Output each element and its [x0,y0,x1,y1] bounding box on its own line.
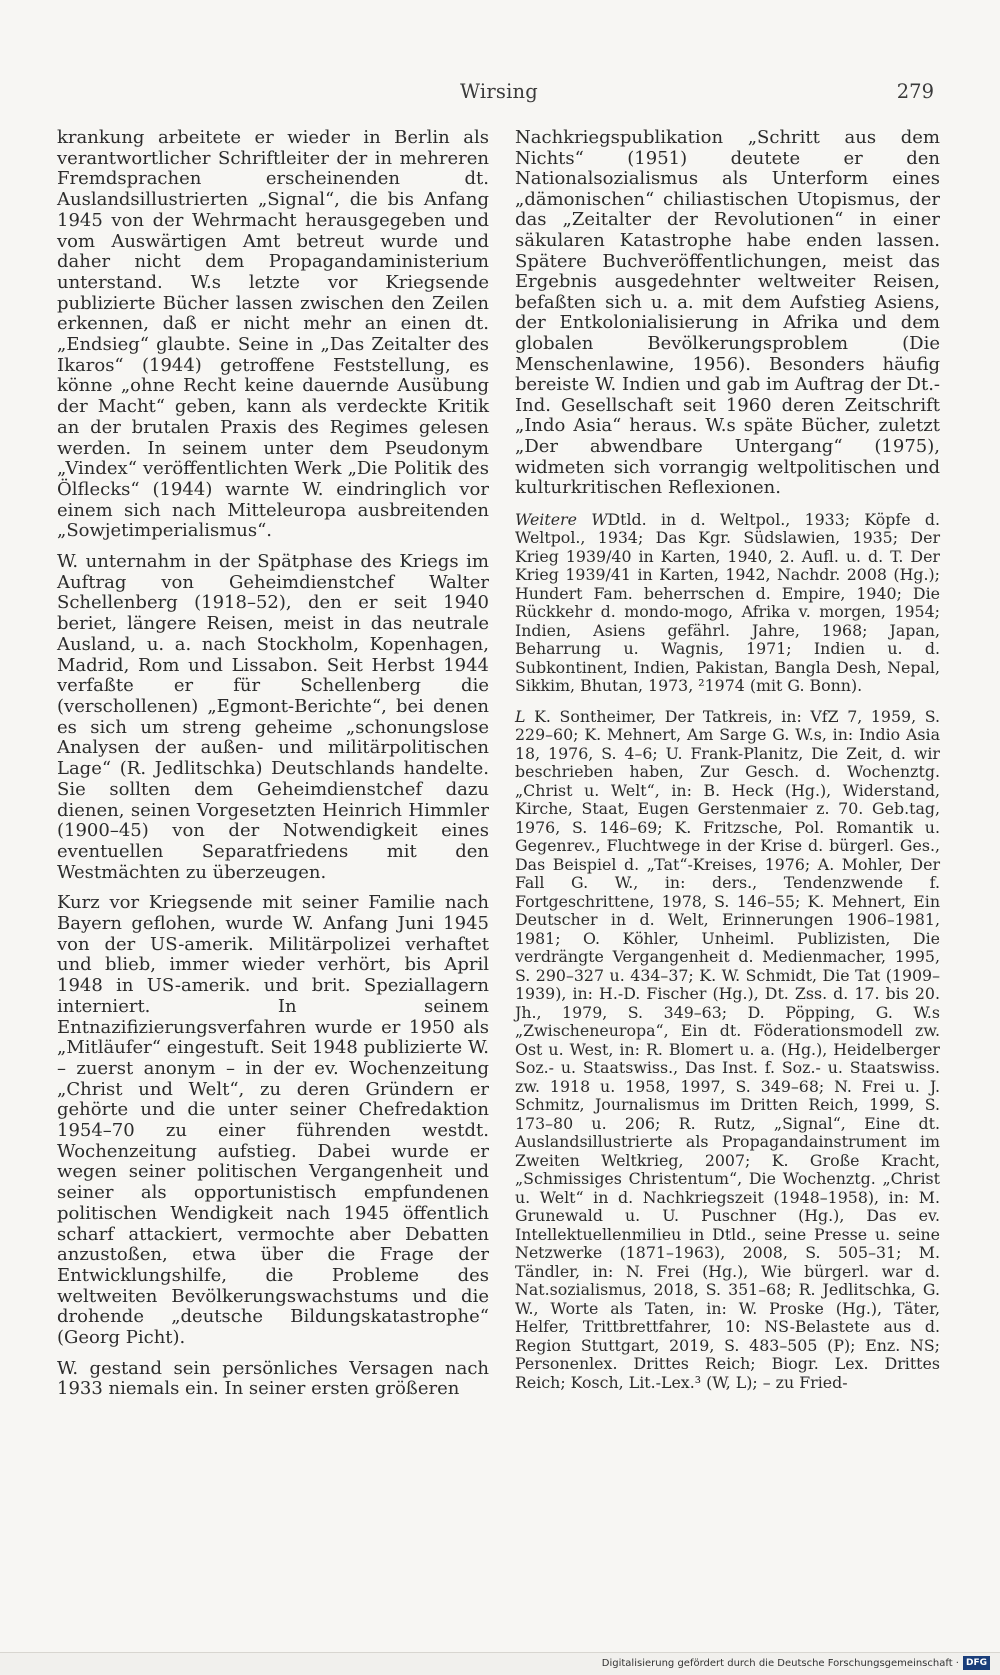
literature-list [515,708,940,1393]
right-column [515,128,940,1404]
literature-lead: L [515,706,526,726]
works-text: Dtld. in d. Weltpol., 1933; Köpfe d. Weltpol., 1934; Das Kgr. Südslawien, 1935; Der Krieg 1939/40 in Karten, 1940, 2. Aufl. u. d. T. Der Krieg 1939/41 in Karten, 1942, Nachdr. 2008 (Hg.); Hundert Fam. beherrschen d. Empire, 1940; Die Rückkehr d. mondo-mogo, Afrika v. morgen, 1954; Indien, Asiens gefährl. Jahre, 1968; Japan, Beharrung u. Wagnis, 1971; Indien u. d. Subkontinent, Indien, Pakistan, Bangla Desh, Nepal, Sikkim, Bhutan, 1973, ²1974 (mit G. Bonn). [515,509,940,696]
paragraph: W. unternahm in der Spätphase des Kriegs im Auftrag von Geheimdienstchef Walter Schellenberg (1918–52), den er seit 1940 beriet, längere Reisen, meist in das neutrale Ausland, u. a. nach Stockholm, Kopenhagen, Madrid, Rom und Lissabon. Seit Herbst 1944 verfaßte er für Schellenberg die (verschollenen) „Egmont-Berichte“, bei denen es sich um streng geheime „schonungslose Analysen der außen- und militärpolitischen Lage“ (R. Jedlitschka) Deutschlands handelte. Sie sollten dem Geheimdienstchef dazu dienen, seinen Vorgesetzten Heinrich Himmler (1900–45) von der Notwendigkeit eines eventuellen Separatfriedens mit den Westmächten zu überzeugen. [57,551,489,883]
digitization-footer [0,1652,1000,1675]
page-number: 279 [896,80,934,103]
paragraph: Kurz vor Kriegsende mit seiner Familie nach Bayern geflohen, wurde W. Anfang Juni 1945 von der US-amerik. Militärpolizei verhaftet und blieb, immer wieder verhört, bis April 1948 in US-amerik. und brit. Speziallagern interniert. In seinem Entnazifizierungsverfahren wurde er 1950 als „Mitläufer“ eingestuft. Seit 1948 publizierte W. – zuerst anonym – in der ev. Wochenzeitung „Christ und Welt“, zu deren Gründern er gehörte und die unter seiner Chefredaktion 1954–70 zu einer führenden westdt. Wochenzeitung aufstieg. Dabei wurde er wegen seiner politischen Vergangenheit und seiner als opportunistisch empfundenen politischen Wendigkeit nach 1945 öffentlich scharf attackiert, vermochte aber Debatten anzustoßen, etwa über die Frage der Entwicklungshilfe, die Probleme des weltweiten Bevölkerungswachstums und die drohende „deutsche Bildungskatastrophe“ (Georg Picht). [57,892,489,1349]
paragraph: krankung arbeitete er wieder in Berlin als verantwortlicher Schriftleiter der in mehreren Fremdsprachen erscheinenden dt. Auslandsillustrierten „Signal“, die bis Anfang 1945 von der Wehrmacht herausgegeben und vom Auswärtigen Amt betreut wurde und daher nicht dem Propagandaministerium unterstand. W.s letzte vor Kriegsende publizierte Bücher lassen zwischen den Zeilen erkennen, daß er nicht mehr an einen dt. „Endsieg“ glaubte. Seine in „Das Zeitalter des Ikaros“ (1944) getroffene Feststellung, es könne „ohne Recht keine dauernde Ausübung der Macht“ geben, kann als verdeckte Kritik an der brutalen Praxis des Regimes gelesen werden. In seinem unter dem Pseudonym „Vindex“ veröffentlichten Werk „Die Politik des Ölflecks“ (1944) warnte W. eindringlich vor einem sich nach Mitteleuropa ausbreitenden „Sowjetimperialismus“. [57,127,489,542]
left-column [57,128,489,1410]
works-lead: Weitere W [515,509,608,529]
paragraph: Nachkriegspublikation „Schritt aus dem Nichts“ (1951) deutete er den Nationalsozialismus als Unterform eines „dämonischen“ chiliastischen Utopismus, der das „Zeitalter der Revolutionen“ in einer säkularen Katastrophe habe enden lassen. Spätere Buchveröffentlichungen, meist das Ergebnis ausgedehnter weltweiter Reisen, befaßten sich u. a. mit dem Aufstieg Asiens, der Entkolonialisierung in Afrika und dem globalen Bevölkerungsproblem (Die Menschenlawine, 1956). Besonders häufig bereiste W. Indien und gab im Auftrag der Dt.-Ind. Gesellschaft seit 1960 deren Zeitschrift „Indo Asia“ heraus. W.s späte Bücher, zuletzt „Der abwendbare Untergang“ (1975), widmeten sich vorrangig weltpolitischen und kulturkritischen Reflexionen. [515,127,940,499]
dfg-logo: DFG [963,1656,990,1670]
literature-text: K. Sontheimer, Der Tatkreis, in: VfZ 7, 1959, S. 229–60; K. Mehnert, Am Sarge G. W.s, in: Indio Asia 18, 1976, S. 4–6; U. Frank-Planitz, Die Zeit, d. wir beschrieben haben, Zur Gesch. d. Wochenztg. „Christ u. Welt“, in: B. Heck (Hg.), Widerstand, Kirche, Staat, Eugen Gerstenmaier z. 70. Geb.tag, 1976, S. 146–69; K. Fritzsche, Pol. Romantik u. Gegenrev., Fluchtwege in der Krise d. bürgerl. Ges., Das Beispiel d. „Tat“-Kreises, 1976; A. Mohler, Der Fall G. W., in: ders., Tendenzwende f. Fortgeschrittene, 1978, S. 146–55; K. Mehnert, Ein Deutscher in d. Welt, Erinnerungen 1906–1981, 1981; O. Köhler, Unheiml. Publizisten, Die verdrängte Vergangenheit d. Medienmacher, 1995, S. 290–327 u. 434–37; K. W. Schmidt, Die Tat (1909–1939), in: H.-D. Fischer (Hg.), Dt. Zss. d. 17. bis 20. Jh., 1979, S. 349–63; D. Pöpping, G. W.s „Zwischeneuropa“, Ein dt. Föderationsmodell zw. Ost u. West, in: R. Blomert u. a. (Hg.), Heidelberger Soz.- u. Staatswiss., Das Inst. f. Soz.- u. Staatswiss. zw. 1918 u. 1958, 1997, S. 349–68; N. Frei u. J. Schmitz, Journalismus im Dritten Reich, 1999, S. 173–80 u. 206; R. Rutz, „Signal“, Eine dt. Auslandsillustrierte als Propagandainstrument im Zweiten Weltkrieg, 2007; K. Große Kracht, „Schmissiges Christentum“, Die Wochenztg. „Christ u. Welt“ in d. Nachkriegszeit (1948–1958), in: M. Grunewald u. U. Puschner (Hg.), Das ev. Intellektuellenmilieu in Dtld., seine Presse u. seine Netzwerke (1871–1963), 2008, S. 505–31; M. Tändler, in: N. Frei (Hg.), Wie bürgerl. war d. Nat.sozialismus, 2018, S. 351–68; R. Jedlitschka, G. W., Worte als Taten, in: W. Proske (Hg.), Täter, Helfer, Trittbrettfahrer, 10: NS-Belastete aus d. Region Stuttgart, 2019, S. 483–505 (P); Enz. NS; Personenlex. Drittes Reich; Biogr. Lex. Drittes Reich; Kosch, Lit.-Lex.³ (W, L); – zu Fried- [515,706,940,1392]
running-head: Wirsing [460,80,538,103]
works-list [515,511,940,696]
paragraph: W. gestand sein persönliches Versagen nach 1933 niemals ein. In seiner ersten größeren [57,1357,489,1400]
footer-text: Digitalisierung gefördert durch die Deutsche Forschungsgemeinschaft · [601,1658,959,1669]
